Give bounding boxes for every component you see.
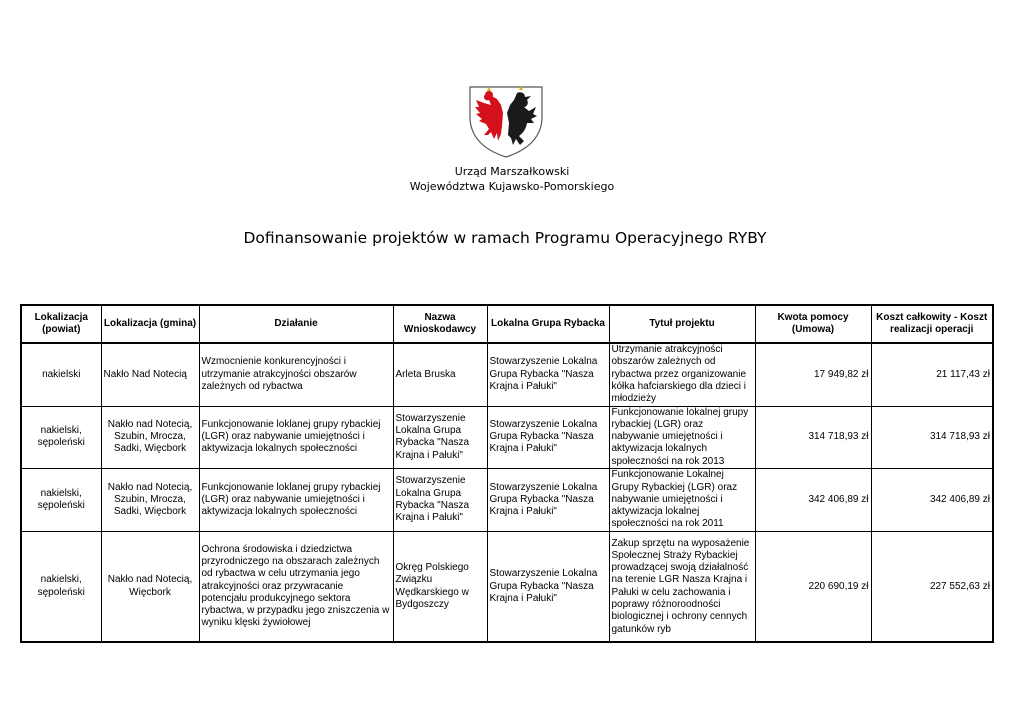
table-row [21, 468, 993, 531]
cell-lgr: Stowarzyszenie Lokalna Grupa Rybacka "Nasza Krajna i Pałuki" [487, 531, 609, 642]
cell-powiat: nakielski, sępoleński [21, 468, 101, 531]
cell-wnioskodawca: Stowarzyszenie Lokalna Grupa Rybacka "Nasza Krajna i Pałuki" [393, 406, 487, 468]
coat-of-arms-icon [467, 83, 545, 158]
office-name-line2: Województwa Kujawsko-Pomorskiego [409, 180, 615, 193]
cell-gmina: Nakło Nad Notecią [101, 343, 199, 406]
cell-koszt: 314 718,93 zł [871, 406, 993, 468]
cell-koszt: 342 406,89 zł [871, 468, 993, 531]
cell-kwota: 314 718,93 zł [755, 406, 871, 468]
cell-dzialanie: Ochrona środowiska i dziedzictwa przyrodniczego na obszarach zależnych od rybactwa w celu utrzymania jego atrakcyjności oraz przywracanie potencjału produkcyjnego sektora rybactwa, w przypadku jego zniszczenia w wyniku klęski żywiołowej [199, 531, 393, 642]
cell-dzialanie: Wzmocnienie konkurencyjności i utrzymanie atrakcyjności obszarów zależnych od rybactwa [199, 343, 393, 406]
column-header-kwota: Kwota pomocy (Umowa) [755, 305, 871, 343]
column-header-gmina: Lokalizacja (gmina) [101, 305, 199, 343]
column-header-powiat: Lokalizacja (powiat) [21, 305, 101, 343]
projects-table [20, 304, 994, 643]
cell-lgr: Stowarzyszenie Lokalna Grupa Rybacka "Nasza Krajna i Pałuki" [487, 468, 609, 531]
column-header-koszt: Koszt całkowity - Koszt realizacji operacji [871, 305, 993, 343]
table-row [21, 531, 993, 642]
cell-dzialanie: Funkcjonowanie loklanej grupy rybackiej (LGR) oraz nabywanie umiejętności i aktywizacja lokalnych społeczności [199, 406, 393, 468]
table-header-row [21, 305, 993, 343]
column-header-dzialanie: Działanie [199, 305, 393, 343]
cell-lgr: Stowarzyszenie Lokalna Grupa Rybacka "Nasza Krajna i Pałuki" [487, 343, 609, 406]
cell-wnioskodawca: Okręg Polskiego Związku Wędkarskiego w Bydgoszczy [393, 531, 487, 642]
table-row [21, 343, 993, 406]
column-header-tytul: Tytuł projektu [609, 305, 755, 343]
cell-kwota: 220 690,19 zł [755, 531, 871, 642]
cell-wnioskodawca: Stowarzyszenie Lokalna Grupa Rybacka "Nasza Krajna i Pałuki" [393, 468, 487, 531]
cell-lgr: Stowarzyszenie Lokalna Grupa Rybacka "Nasza Krajna i Pałuki" [487, 406, 609, 468]
office-name-line1: Urząd Marszałkowski [454, 165, 570, 178]
cell-powiat: nakielski, sępoleński [21, 531, 101, 642]
cell-wnioskodawca: Arleta Bruska [393, 343, 487, 406]
cell-dzialanie: Funkcjonowanie loklanej grupy rybackiej (LGR) oraz nabywanie umiejętności i aktywizacja lokalnych społeczności [199, 468, 393, 531]
cell-tytul: Funkcjonowanie Lokalnej Grupy Rybackiej (LGR) oraz nabywanie umiejętności i aktywizacja lokalnej społeczności na rok 2011 [609, 468, 755, 531]
cell-kwota: 17 949,82 zł [755, 343, 871, 406]
cell-tytul: Zakup sprzętu na wyposażenie Społecznej Straży Rybackiej prowadzącej swoją działalność na terenie LGR Nasza Krajna i Pałuki w celu zachowania i poprawy różnoroodności biologicznej i ochrony cennych gatunków ryb [609, 531, 755, 642]
column-header-wnioskodawca: Nazwa Wnioskodawcy [393, 305, 487, 343]
page-title: Dofinansowanie projektów w ramach Programu Operacyjnego RYBY [243, 229, 767, 247]
cell-kwota: 342 406,89 zł [755, 468, 871, 531]
cell-gmina: Nakło nad Notecią, Więcbork [101, 531, 199, 642]
cell-koszt: 21 117,43 zł [871, 343, 993, 406]
cell-powiat: nakielski, sępoleński [21, 406, 101, 468]
column-header-lgr: Lokalna Grupa Rybacka [487, 305, 609, 343]
cell-powiat: nakielski [21, 343, 101, 406]
cell-tytul: Funkcjonowanie lokalnej grupy rybackiej (LGR) oraz nabywanie umiejętności i aktywizacja lokalnych społeczności na rok 2013 [609, 406, 755, 468]
table-row [21, 406, 993, 468]
cell-koszt: 227 552,63 zł [871, 531, 993, 642]
cell-tytul: Utrzymanie atrakcyjności obszarów zależnych od rybactwa przez organizowanie kółka hafciarskiego dla dzieci i młodzieży [609, 343, 755, 406]
cell-gmina: Nakło nad Notecią, Szubin, Mrocza, Sadki, Więcbork [101, 468, 199, 531]
cell-gmina: Nakło nad Notecią, Szubin, Mrocza, Sadki, Więcbork [101, 406, 199, 468]
